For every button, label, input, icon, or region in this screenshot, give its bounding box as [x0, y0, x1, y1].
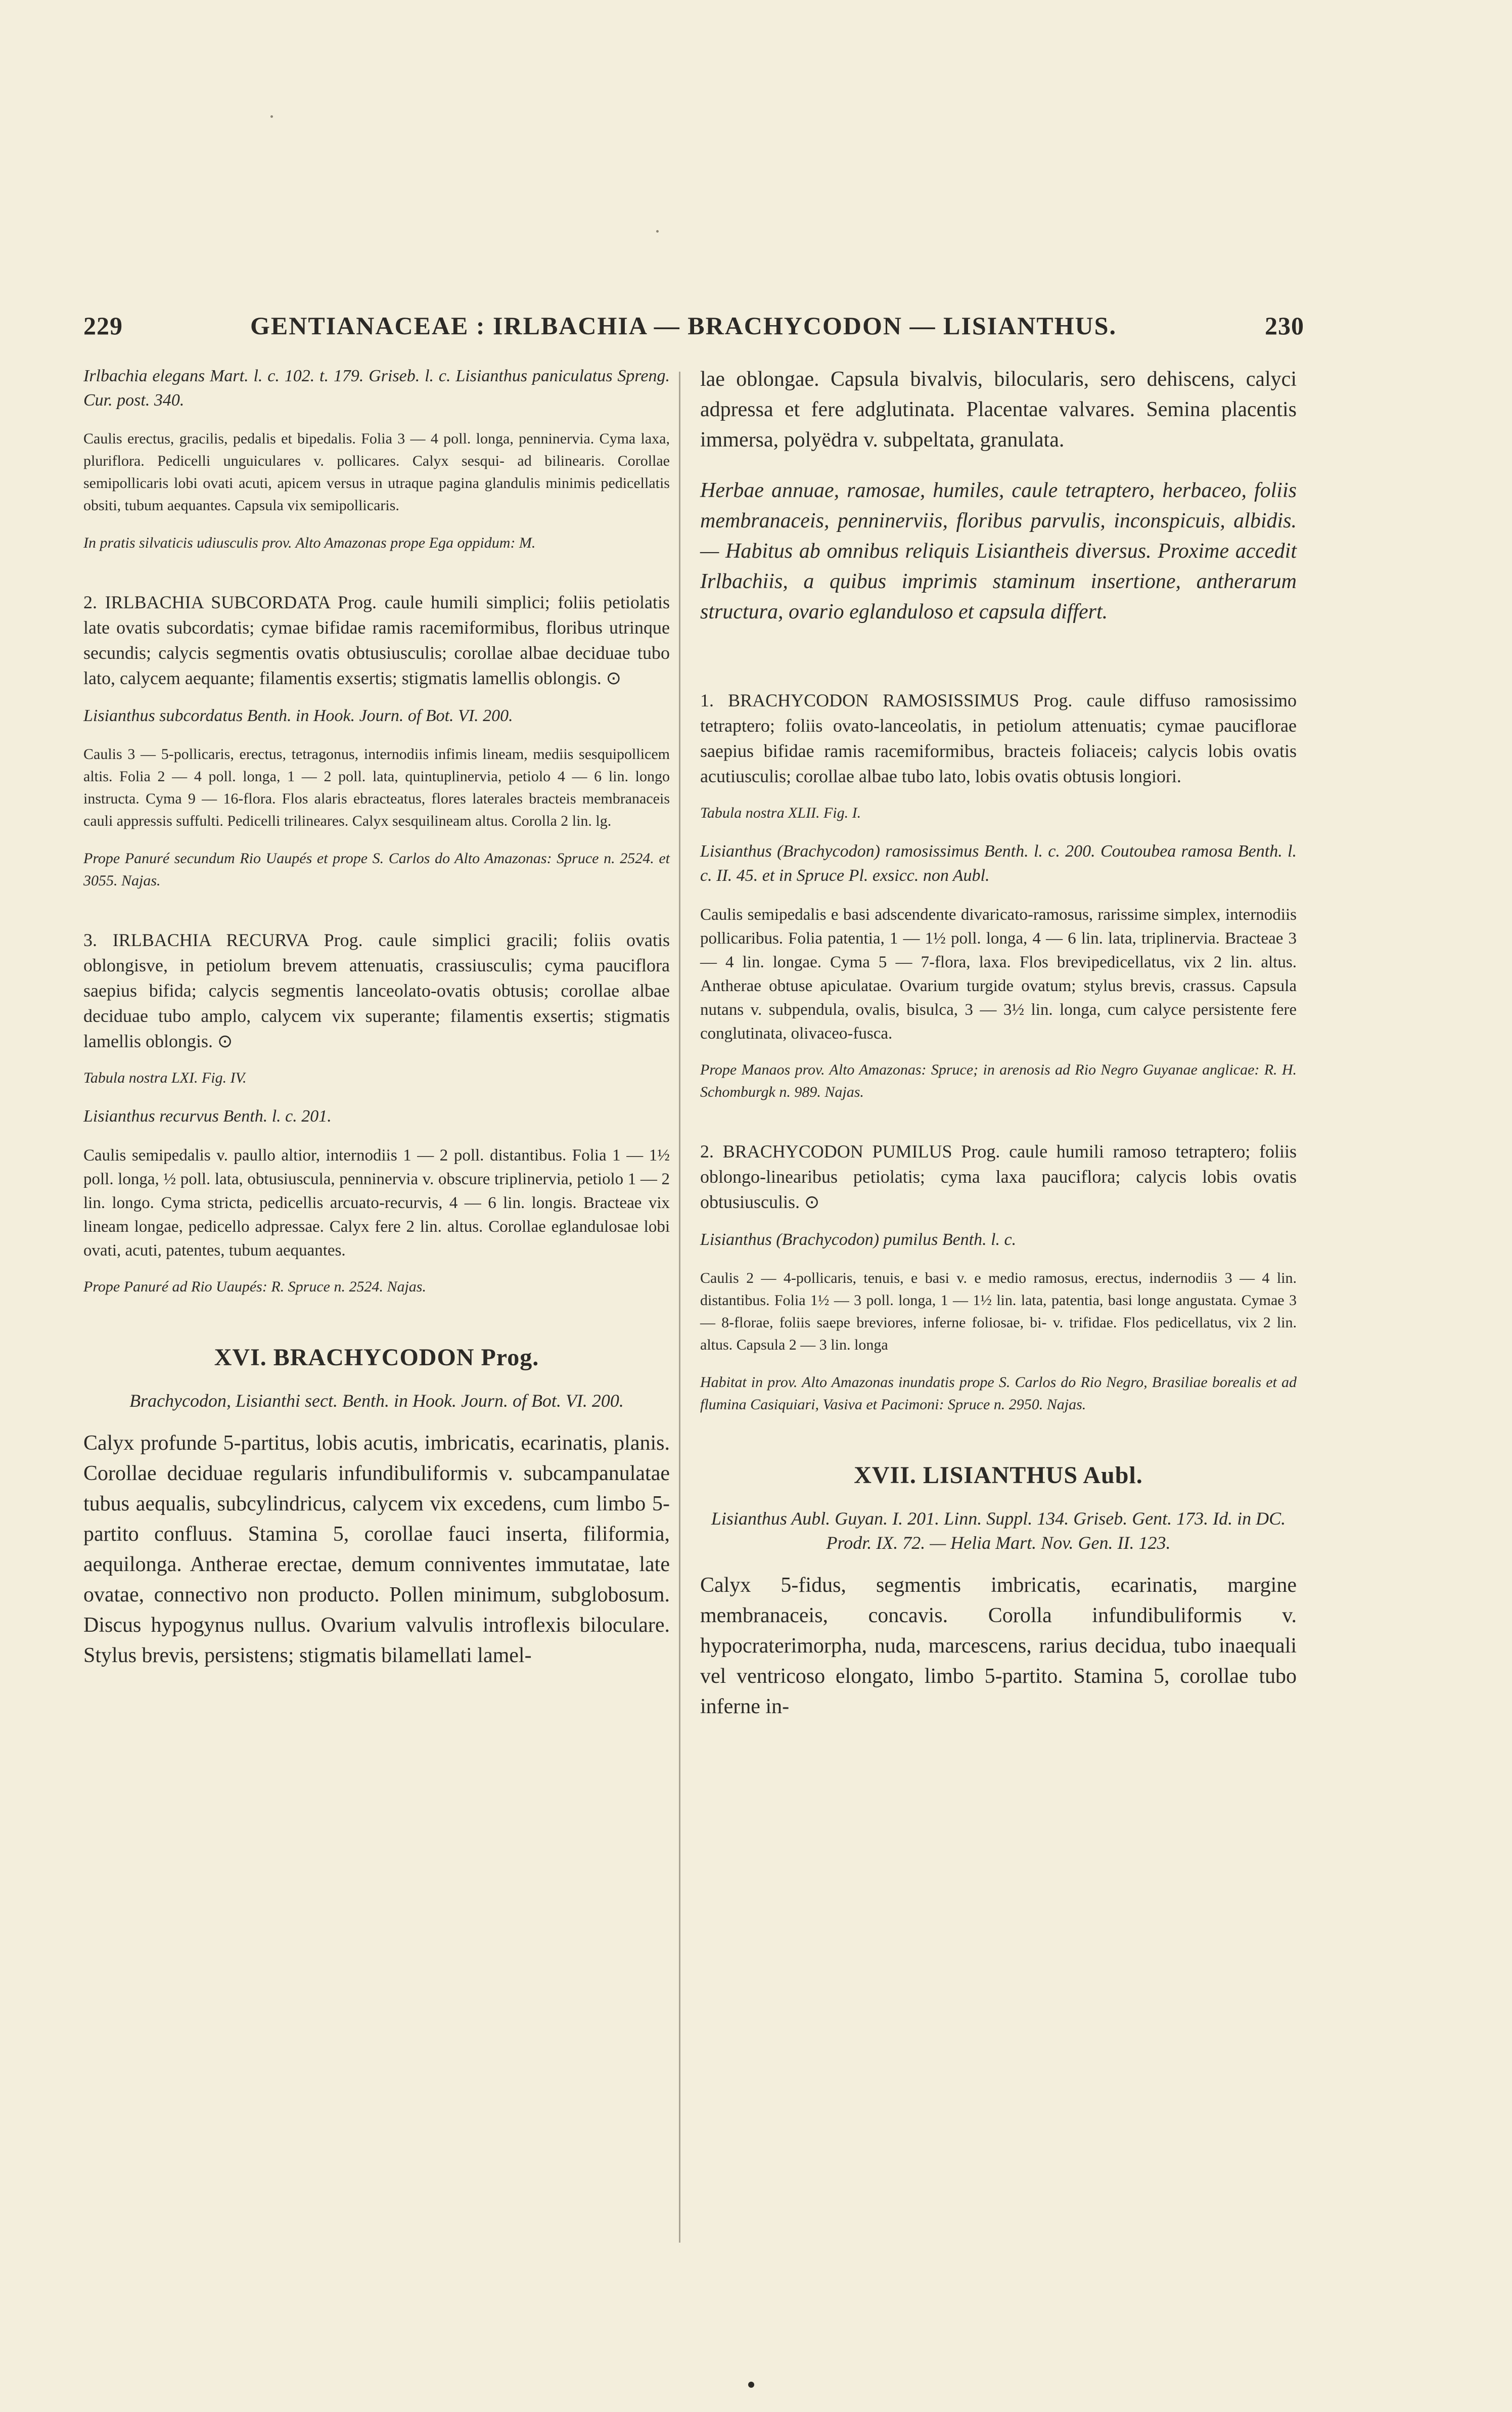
- left-column: [83, 364, 670, 1691]
- species-diagnosis: 2. BRACHYCODON PUMILUS Prog. caule humili ramoso tetraptero; foliis oblongo-linearibus petiolatis; cyma laxa pauciflora; calycis lobis ovatis obtusiusculis. ⊙: [700, 1141, 1297, 1212]
- species-diagnosis: 2. IRLBACHIA SUBCORDATA Prog. caule humili simplici; foliis petiolatis late ovatis subcordatis; cymae bifidae ramis racemiformibus, floribus utrinque secundis; calycis segmentis ovatis obtusiusculis; corollae albae deciduae tubo lato, calycem aequante; filamentis exsertis; stigmatis lamellis oblongis. ⊙: [83, 592, 670, 688]
- page-speck: [270, 115, 273, 118]
- description: Caulis semipedalis e basi adscendente divaricato-ramosus, rarissime simplex, internodiis pollicaribus. Folia patentia, 1 — 1½ poll. longa, 4 — 6 lin. lata, triplinervia. Bracteae 3 — 4 lin. longae. Cyma 5 — 7-flora, laxa. Flos brevipedicellatus, vix 2 lin. altus. Antherae obtuse apiculatae. Ovarium turgide ovatum; stylus brevis, crassus. Capsula nutans v. subpendula, ovalis, bisulca, 3 — 3½ lin. longa, cum calyce persistente fere conglutinata, olivaceo-fusca.: [700, 906, 1297, 1043]
- locality: In pratis silvaticis udiusculis prov. Alto Amazonas prope Ega oppidum: M.: [83, 534, 536, 551]
- footer-dot: [748, 2382, 754, 2388]
- description: Caulis 2 — 4-pollicaris, tenuis, e basi v. e medio ramosus, erectus, indernodiis 3 — 4 lin. distantibus. Folia 1½ — 3 poll. longa, 1 — 1½ lin. lata, patentia, basi longe angustata. Cymae 3 — 8-florae, foliis saepe breviores, inferne foliosae, bi- v. trifidae. Flos pedicellatus, vix 2 lin. altus. Capsula 2 — 3 lin. longa: [700, 1270, 1297, 1353]
- habit-note: Herbae annuae, ramosae, humiles, caule tetraptero, herbaceo, foliis membranaceis, penninerviis, floribus parvulis, inconspicuis, albidis. — Habitus ab omnibus reliquis Lisiantheis diversus. Proxime accedit Irlbachiis, a quibus imprimis staminum insertione, antherarum structura, ovario eglanduloso et capsula differt.: [700, 479, 1297, 623]
- synonym-citation: Lisianthus (Brachycodon) ramosissimus Benth. l. c. 200. Coutoubea ramosa Benth. l. c. II. 45. et in Spruce Pl. exsicc. non Aubl.: [700, 842, 1297, 885]
- genus-description: Calyx 5-fidus, segmentis imbricatis, ecarinatis, margine membranaceis, concavis. Corolla infundibuliformis v. hypocraterimorpha, nuda, marcescens, rarius decidua, tubo inaequali vel ventricoso elongato, limbo 5-partito. Stamina 5, corollae tubo inferne in-: [700, 1574, 1297, 1718]
- description: Caulis semipedalis v. paullo altior, internodiis 1 — 2 poll. distantibus. Folia 1 — 1½ poll. longa, ½ poll. lata, obtusiuscula, penninervia v. obscure triplinervia, petiolo 1 — 2 lin. longo. Cyma stricta, pedicellis arcuato-recurvis, 4 — 6 lin. longis. Bracteae vix lineam longae, pedicello adpressae. Calyx fere 2 lin. altus. Corollae eglandulosae lobi ovati, acuti, patentes, tubum aequantes.: [83, 1146, 670, 1260]
- page-number-left: 229: [83, 311, 123, 340]
- plate-reference: Tabula nostra XLII. Fig. I.: [700, 805, 861, 821]
- page-speck: [656, 230, 659, 233]
- description: Caulis erectus, gracilis, pedalis et bipedalis. Folia 3 — 4 poll. longa, penninervia. Cyma laxa, pluriflora. Pedicelli unguiculares v. pollicares. Calyx sesqui- ad bilinearis. Corollae semipollicaris lobi ovati acuti, apicem versus in utraque pagina glandulis minimis pedicellatis obsiti, tubum aequantes. Capsula vix semipollicaris.: [83, 430, 670, 514]
- locality: Prope Manaos prov. Alto Amazonas: Spruce; in arenosis ad Rio Negro Guyanae anglicae: R. H. Schomburgk n. 989. Najas.: [700, 1061, 1297, 1100]
- section-heading: XVII. LISIANTHUS Aubl.: [854, 1462, 1143, 1489]
- running-header: [83, 311, 1304, 341]
- section-heading: XVI. BRACHYCODON Prog.: [214, 1344, 539, 1371]
- synonym-citation: Lisianthus recurvus Benth. l. c. 201.: [83, 1107, 332, 1126]
- synonym-citation: Irlbachia elegans Mart. l. c. 102. t. 179. Griseb. l. c. Lisianthus paniculatus Spreng. Cur. post. 340.: [83, 367, 670, 410]
- plate-reference: Tabula nostra LXI. Fig. IV.: [83, 1069, 247, 1086]
- locality: Prope Panuré ad Rio Uaupés: R. Spruce n. 2524. Najas.: [83, 1278, 426, 1295]
- page-number-right: 230: [1265, 311, 1304, 340]
- species-diagnosis: 1. BRACHYCODON RAMOSISSIMUS Prog. caule diffuso ramosissimo tetraptero; foliis ovato-lanceolatis, in petiolum attenuatis; cymae pauciflorae saepius bifidae ramis racemiformibus, bracteis foliaceis; calycis lobis ovatis acutiusculis; corollae albae tubo lato, lobis ovatis obtusis longiori.: [700, 690, 1297, 786]
- synonym-citation: Lisianthus subcordatus Benth. in Hook. Journ. of Bot. VI. 200.: [83, 706, 513, 725]
- locality: Prope Panuré secundum Rio Uaupés et prope S. Carlos do Alto Amazonas: Spruce n. 2524. et 3055. Najas.: [83, 850, 670, 889]
- locality: Habitat in prov. Alto Amazonas inundatis prope S. Carlos do Rio Negro, Brasiliae borealis et ad flumina Casiquiari, Vasiva et Pacimoni: Spruce n. 2950. Najas.: [700, 1374, 1297, 1413]
- right-column: [700, 364, 1297, 1742]
- species-diagnosis: 3. IRLBACHIA RECURVA Prog. caule simplici gracili; foliis ovatis oblongisve, in petiolum brevem attenuatis, crassiusculis; cyma pauciflora saepius bifida; calycis segmentis lanceolato-ovatis obtusis; corollae albae deciduae tubo amplo, calycem vix superante; filamentis exsertis; stigmatis lamellis oblongis. ⊙: [83, 930, 670, 1051]
- running-title: GENTIANACEAE : IRLBACHIA — BRACHYCODON — LISIANTHUS.: [250, 311, 1117, 340]
- genus-citation: Brachycodon, Lisianthi sect. Benth. in Hook. Journ. of Bot. VI. 200.: [129, 1391, 624, 1411]
- genus-description-continued: lae oblongae. Capsula bivalvis, bilocularis, sero dehiscens, calyci adpressa et fere adglutinata. Placentae valvares. Semina placentis immersa, polyëdra v. subpeltata, granulata.: [700, 368, 1297, 452]
- genus-citation: Lisianthus Aubl. Guyan. I. 201. Linn. Suppl. 134. Griseb. Gent. 173. Id. in DC. Prodr. IX. 72. — Helia Mart. Nov. Gen. II. 123.: [711, 1508, 1286, 1553]
- synonym-citation: Lisianthus (Brachycodon) pumilus Benth. l. c.: [700, 1230, 1017, 1249]
- genus-description: Calyx profunde 5-partitus, lobis acutis, imbricatis, ecarinatis, planis. Corollae deciduae regularis infundibuliformis v. subcampanulatae tubus aequalis, subcylindricus, calycem vix excedens, cum limbo 5-partito confluus. Stamina 5, corollae fauci inserta, filiformia, aequilonga. Antherae erectae, demum conniventes immutatae, late ovatae, connectivo non producto. Pollen minimum, subglobosum. Discus hypogynus nullus. Ovarium valvulis introflexis biloculare. Stylus brevis, persistens; stigmatis bilamellati lamel-: [83, 1432, 670, 1667]
- description: Caulis 3 — 5-pollicaris, erectus, tetragonus, internodiis infimis lineam, mediis sesquipollicem altis. Folia 2 — 4 poll. longa, 1 — 2 poll. lata, quintuplinervia, petiolo 4 — 6 lin. longo instructa. Cyma 9 — 16-flora. Flos alaris ebracteatus, flores laterales bracteis membranaceis cauli appressis suffulti. Pedicelli trilineares. Calyx sesquilineam altus. Corolla 2 lin. lg.: [83, 746, 670, 829]
- column-divider: [679, 372, 680, 2243]
